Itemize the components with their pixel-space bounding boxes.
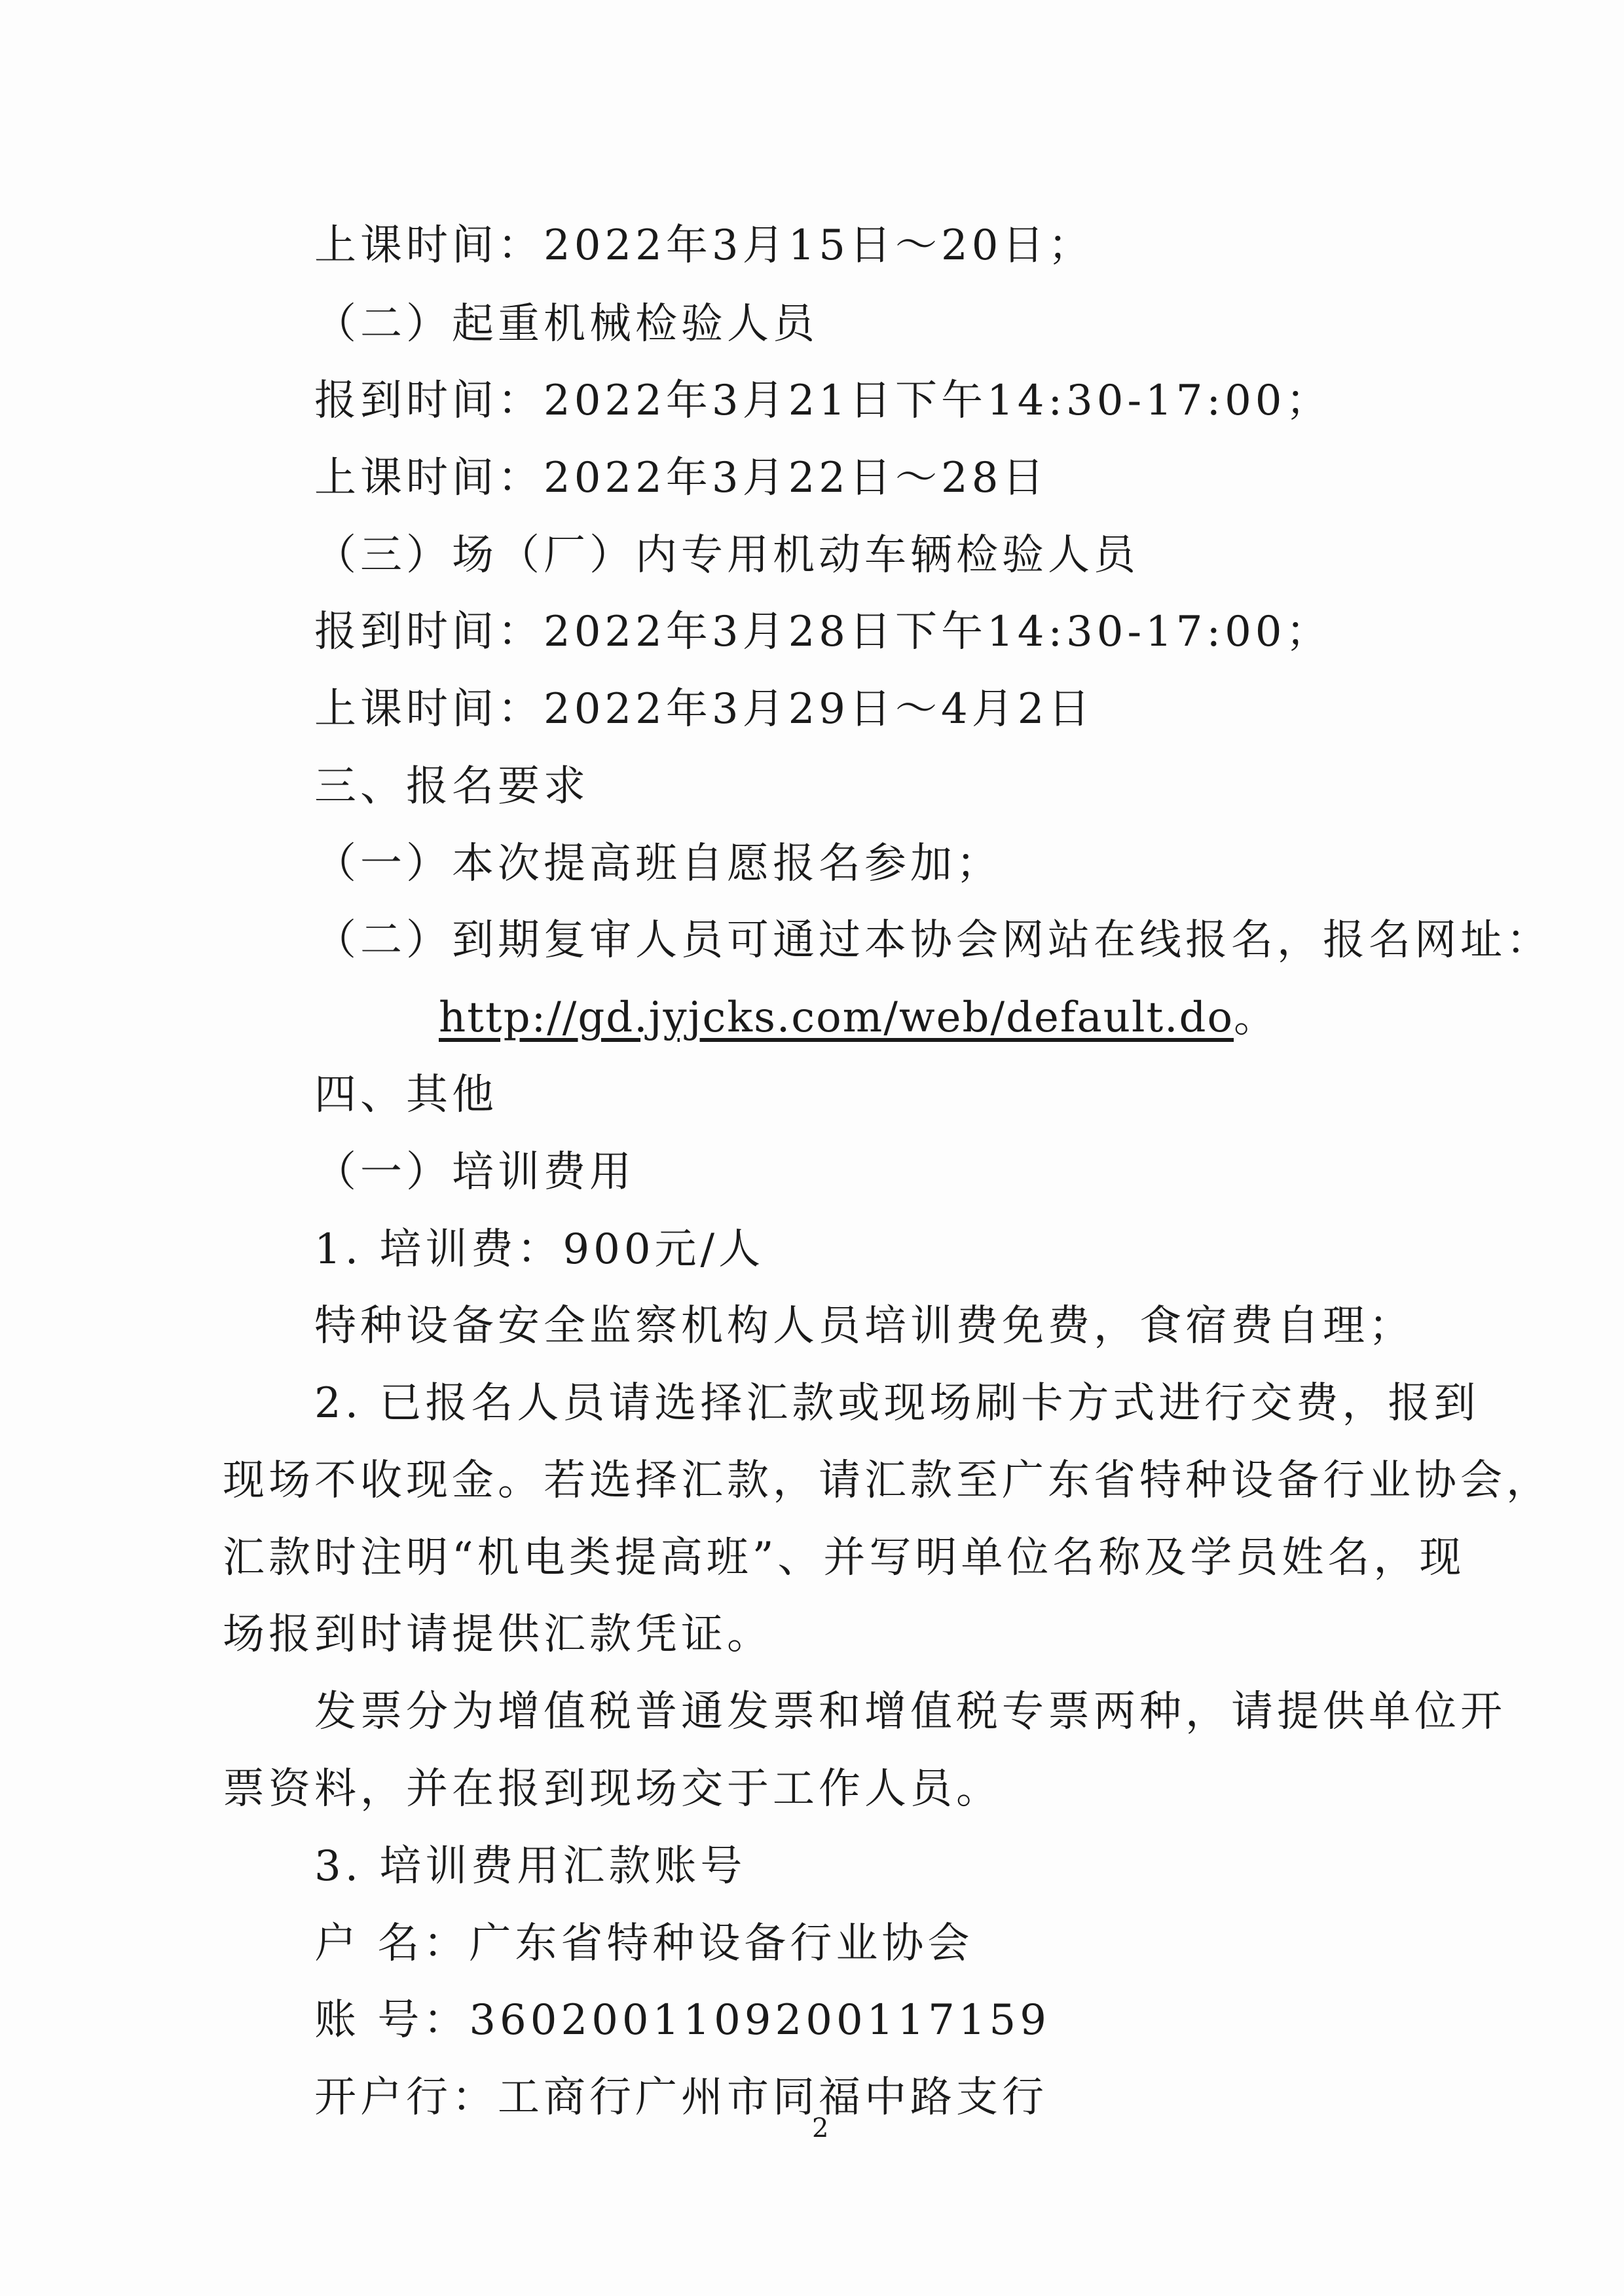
bank-branch-line: 开户行：工商行广州市同福中路支行	[314, 2073, 1048, 2122]
url-suffix: 。	[1234, 993, 1280, 1042]
fee-exemption-line: 特种设备安全监察机构人员培训费免费，食宿费自理；	[314, 1302, 1414, 1350]
heading-other: 四、其他	[314, 1071, 498, 1119]
page-number: 2	[812, 2113, 829, 2143]
payment-paragraph-line-2: 现场不收现金。若选择汇款，请汇款至广东省特种设备行业协会，	[223, 1456, 1552, 1505]
heading-registration-requirements: 三、报名要求	[314, 762, 589, 811]
account-number-line: 账 号：3602001109200117159	[314, 1996, 1050, 2045]
bank-account-heading: 3. 培训费用汇款账号	[314, 1842, 747, 1891]
registration-time-line-3: 报到时间：2022年3月28日下午14:30-17:00；	[314, 608, 1332, 656]
registration-url-link[interactable]: http://gd.jyjcks.com/web/default.do	[439, 993, 1234, 1042]
class-time-line-1: 上课时间：2022年3月15日～20日；	[314, 221, 1094, 270]
training-fee-line: 1. 培训费：900元/人	[314, 1225, 765, 1274]
payment-paragraph-line-1: 2. 已报名人员请选择汇款或现场刷卡方式进行交费，报到	[314, 1379, 1480, 1428]
registration-time-line-2: 报到时间：2022年3月21日下午14:30-17:00；	[314, 377, 1332, 425]
section-lifting-machinery: （二）起重机械检验人员	[314, 300, 819, 348]
subheading-training-fees: （一）培训费用	[314, 1148, 635, 1196]
payment-paragraph-line-3: 汇款时注明“机电类提高班”、并写明单位名称及学员姓名，现	[223, 1534, 1466, 1582]
registration-url-line	[439, 991, 1280, 1044]
class-time-line-3: 上课时间：2022年3月29日～4月2日	[314, 685, 1094, 733]
payment-paragraph-line-4: 场报到时请提供汇款凭证。	[223, 1610, 773, 1659]
section-vehicles: （三）场（厂）内专用机动车辆检验人员	[314, 531, 1139, 580]
invoice-paragraph-line-2: 票资料，并在报到现场交于工作人员。	[223, 1765, 1002, 1813]
requirement-item-2: （二）到期复审人员可通过本协会网站在线报名，报名网址：	[314, 916, 1552, 965]
class-time-line-2: 上课时间：2022年3月22日～28日	[314, 454, 1048, 502]
requirement-item-1: （一）本次提高班自愿报名参加；	[314, 840, 1002, 888]
account-name-line: 户 名：广东省特种设备行业协会	[314, 1919, 974, 1968]
invoice-paragraph-line-1: 发票分为增值税普通发票和增值税专票两种，请提供单位开	[314, 1688, 1506, 1736]
